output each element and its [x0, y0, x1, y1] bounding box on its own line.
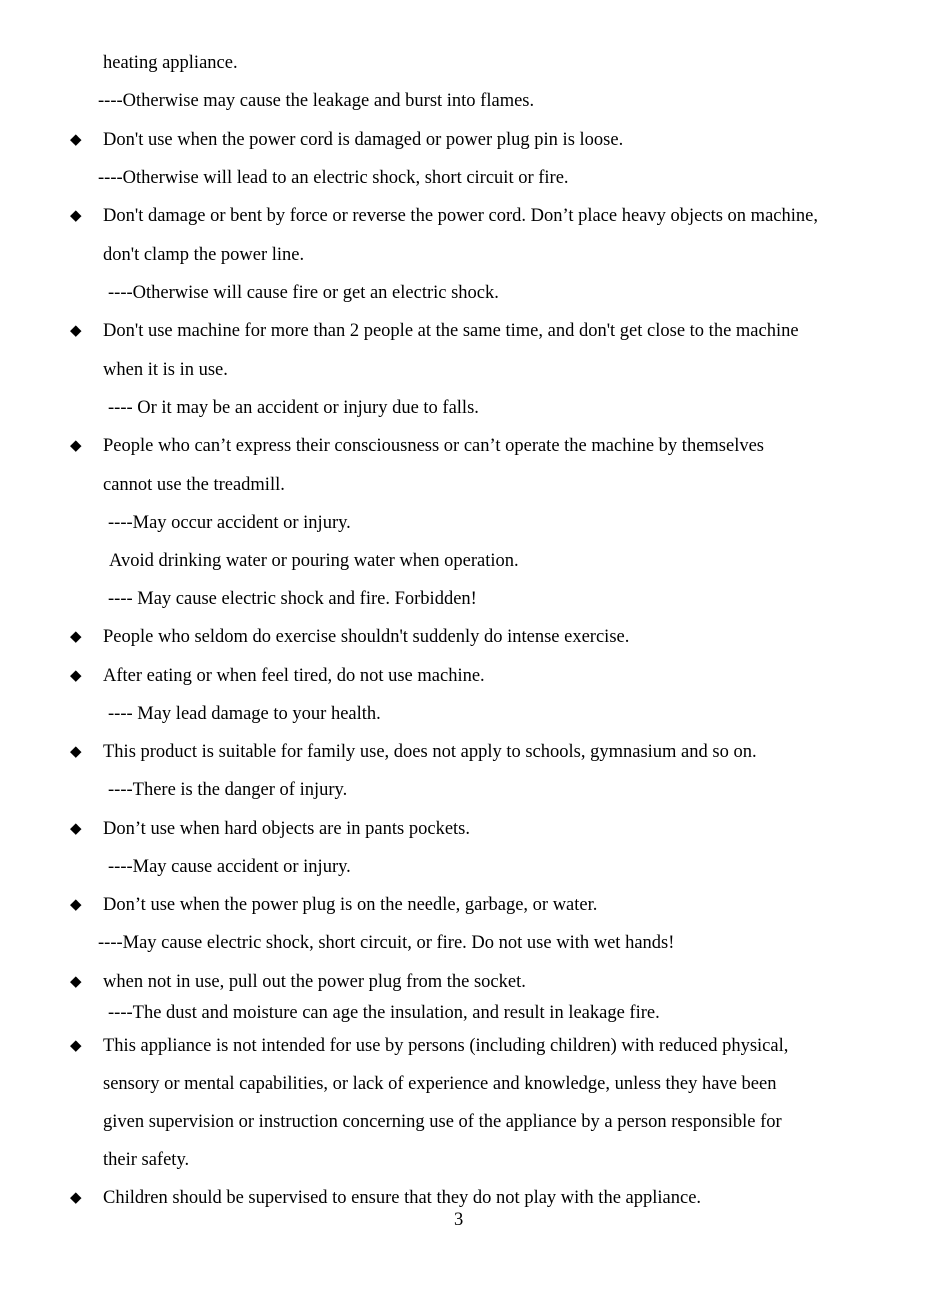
text-line: ----May occur accident or injury.: [108, 513, 351, 533]
text-line: given supervision or instruction concerning use of the appliance by a person responsible for: [103, 1112, 782, 1132]
bullet-item-text: After eating or when feel tired, do not use machine.: [103, 666, 485, 686]
bullet-item-text: Don't damage or bent by force or reverse the power cord. Don’t place heavy objects on machine,: [103, 206, 818, 226]
text-line: their safety.: [103, 1150, 190, 1170]
bullet-item-text: Children should be supervised to ensure that they do not play with the appliance.: [103, 1188, 702, 1208]
bullet-item-text: This appliance is not intended for use by persons (including children) with reduced physical,: [103, 1036, 789, 1056]
diamond-bullet-icon: ◆: [70, 744, 82, 760]
text-line: Avoid drinking water or pouring water when operation.: [109, 551, 519, 571]
diamond-bullet-icon: ◆: [70, 438, 82, 454]
diamond-bullet-icon: ◆: [70, 1038, 82, 1054]
text-line: ----May cause accident or injury.: [108, 857, 351, 877]
text-line: ---- Or it may be an accident or injury due to falls.: [108, 398, 479, 418]
text-line: ----Otherwise will lead to an electric shock, short circuit or fire.: [98, 168, 569, 188]
text-line: don't clamp the power line.: [103, 245, 305, 265]
text-line: ---- May lead damage to your health.: [108, 704, 381, 724]
text-line: sensory or mental capabilities, or lack of experience and knowledge, unless they have been: [103, 1074, 777, 1094]
diamond-bullet-icon: ◆: [70, 821, 82, 837]
bullet-item-text: Don't use machine for more than 2 people at the same time, and don't get close to the machine: [103, 321, 799, 341]
diamond-bullet-icon: ◆: [70, 897, 82, 913]
text-line: ----May cause electric shock, short circuit, or fire. Do not use with wet hands!: [98, 933, 675, 953]
bullet-item-text: when not in use, pull out the power plug from the socket.: [103, 972, 526, 992]
bullet-item-text: Don’t use when the power plug is on the needle, garbage, or water.: [103, 895, 598, 915]
bullet-item-text: This product is suitable for family use, does not apply to schools, gymnasium and so on.: [103, 742, 757, 762]
diamond-bullet-icon: ◆: [70, 132, 82, 148]
bullet-item-text: Don't use when the power cord is damaged or power plug pin is loose.: [103, 130, 624, 150]
page-number: 3: [454, 1210, 464, 1230]
text-line: heating appliance.: [103, 53, 238, 73]
text-line: ----The dust and moisture can age the insulation, and result in leakage fire.: [108, 1003, 660, 1023]
text-line: ---- May cause electric shock and fire. Forbidden!: [108, 589, 477, 609]
text-line: when it is in use.: [103, 360, 228, 380]
diamond-bullet-icon: ◆: [70, 323, 82, 339]
diamond-bullet-icon: ◆: [70, 208, 82, 224]
diamond-bullet-icon: ◆: [70, 668, 82, 684]
bullet-item-text: People who seldom do exercise shouldn't suddenly do intense exercise.: [103, 627, 630, 647]
text-line: ----Otherwise will cause fire or get an electric shock.: [108, 283, 499, 303]
diamond-bullet-icon: ◆: [70, 629, 82, 645]
bullet-item-text: People who can’t express their consciousness or can’t operate the machine by themselves: [103, 436, 765, 456]
text-line: ----There is the danger of injury.: [108, 780, 348, 800]
text-line: ----Otherwise may cause the leakage and burst into flames.: [98, 91, 535, 111]
diamond-bullet-icon: ◆: [70, 974, 82, 990]
text-line: cannot use the treadmill.: [103, 475, 285, 495]
diamond-bullet-icon: ◆: [70, 1190, 82, 1206]
bullet-item-text: Don’t use when hard objects are in pants pockets.: [103, 819, 470, 839]
